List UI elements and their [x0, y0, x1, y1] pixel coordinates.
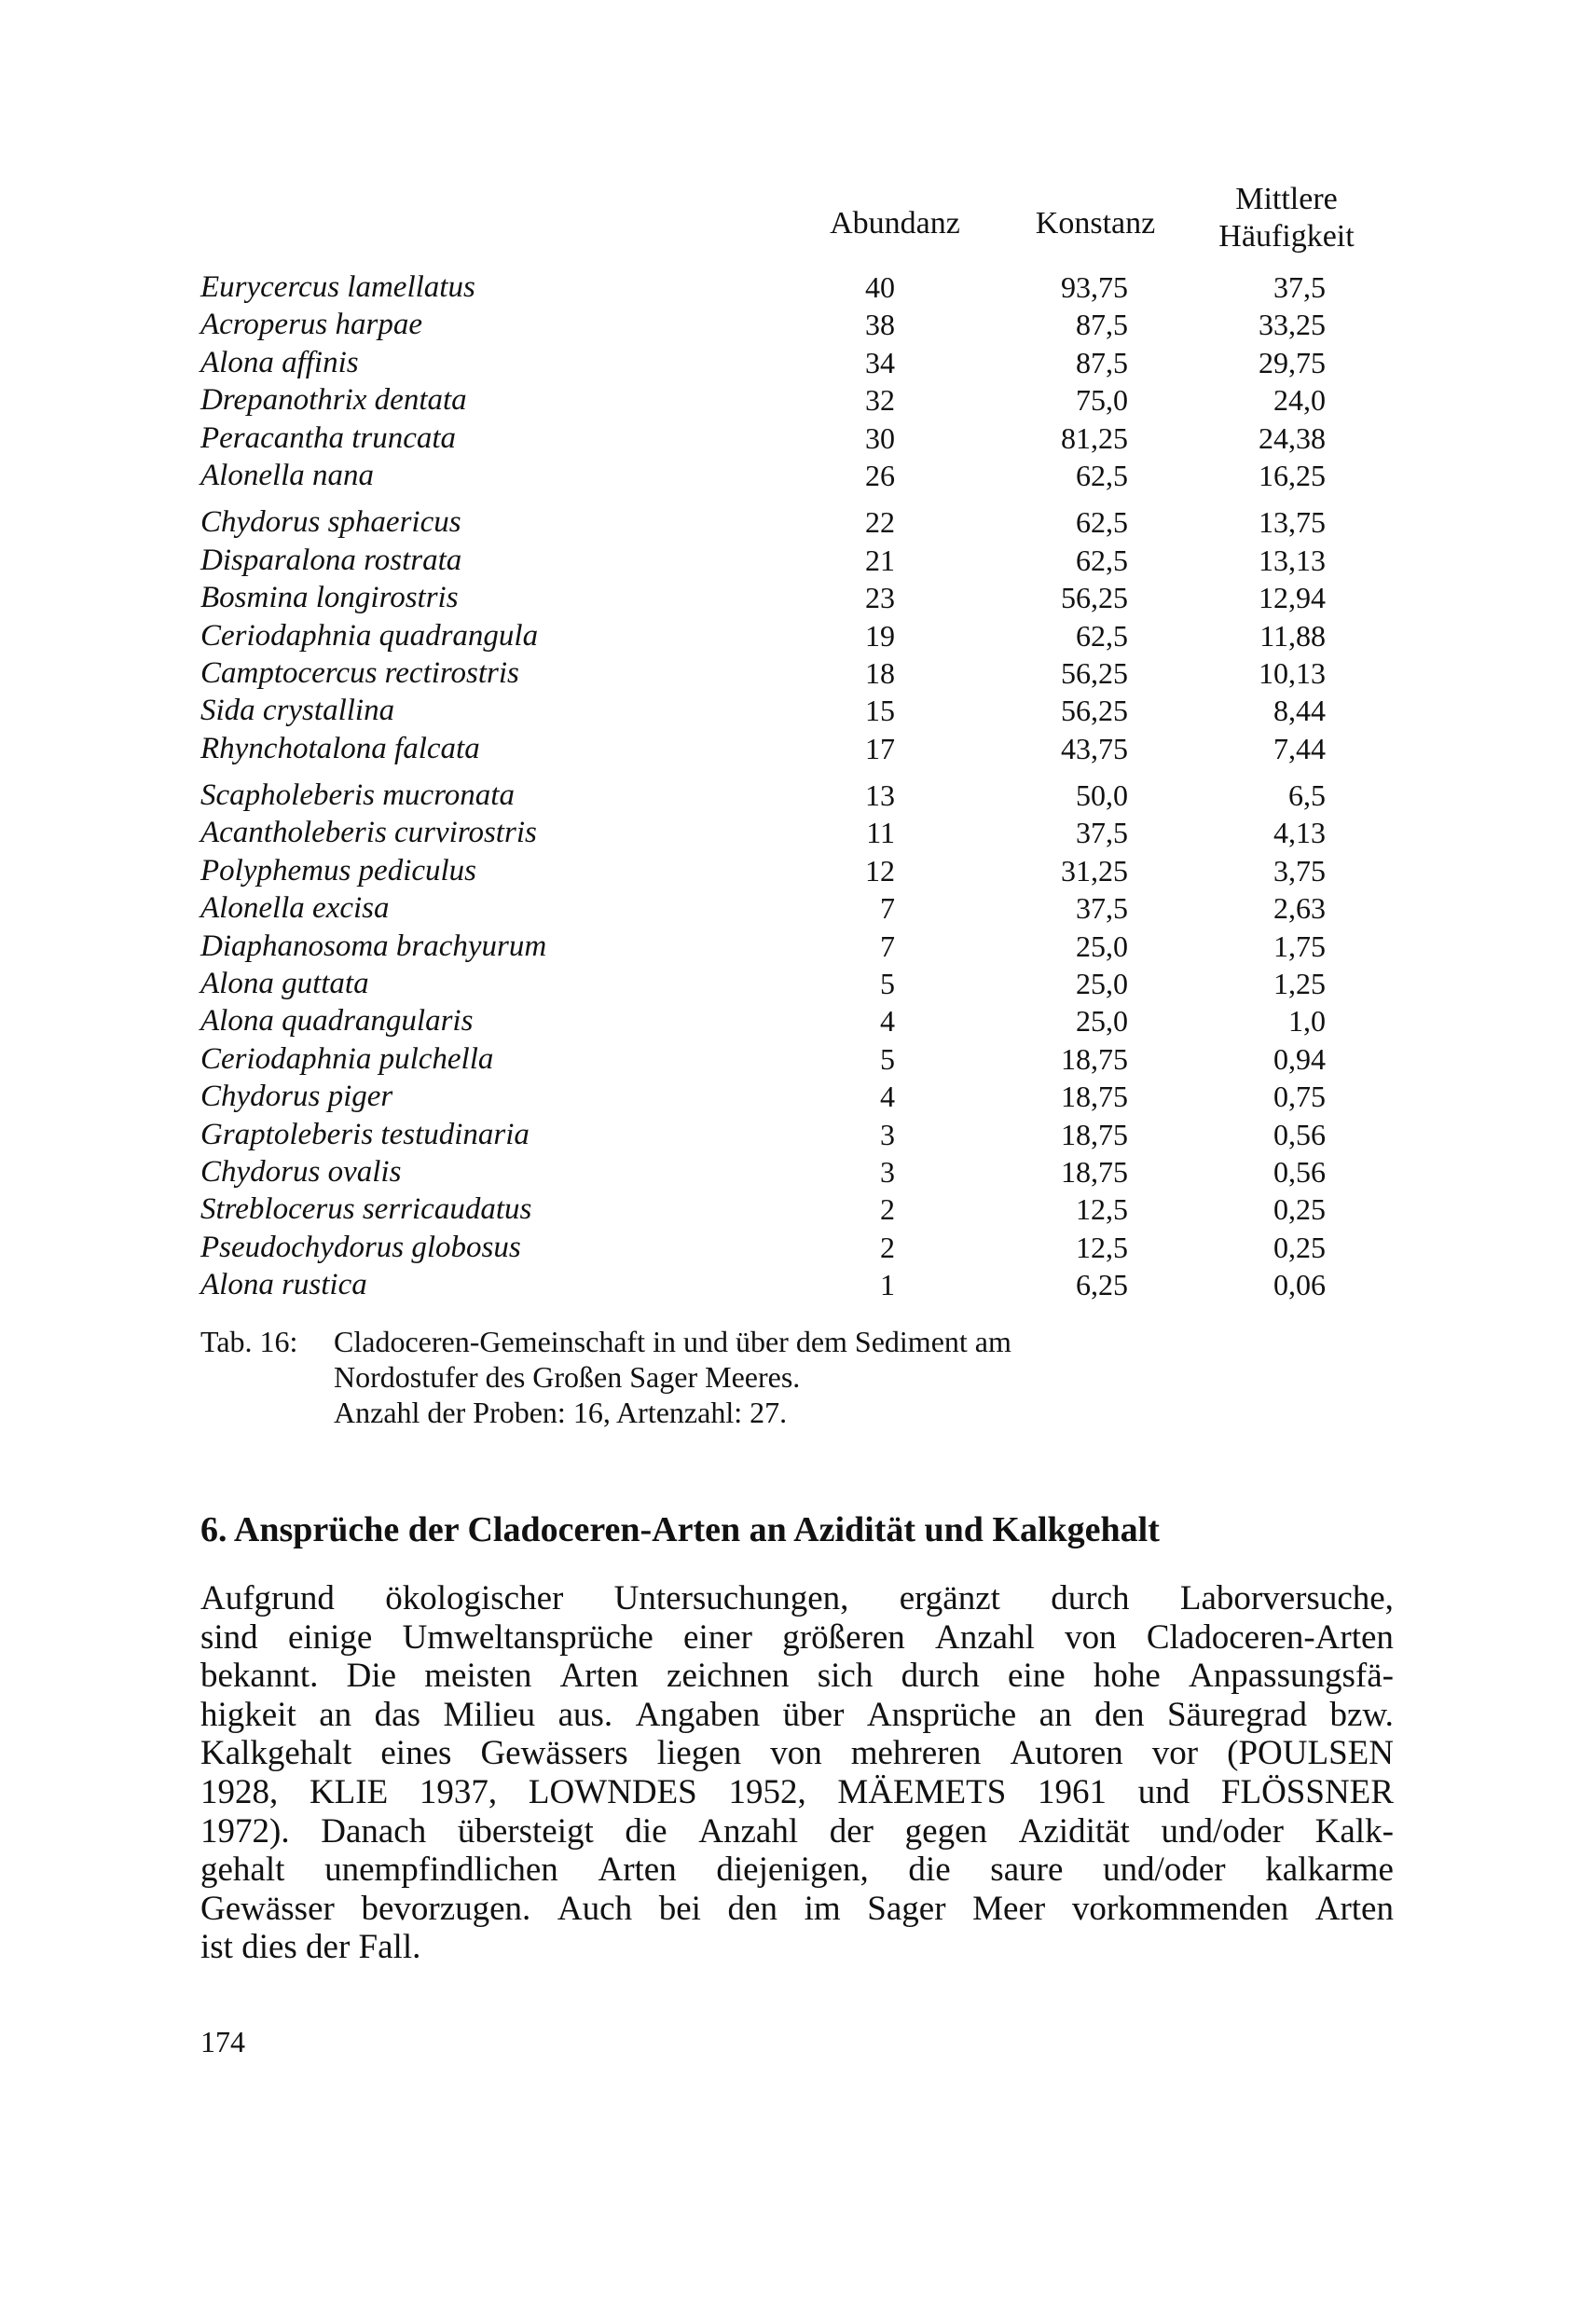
species-name: Peracantha truncata	[200, 420, 457, 455]
species-name: Acantholeberis curvirostris	[200, 816, 537, 850]
species-name: Chydorus piger	[200, 1080, 393, 1114]
abundanz-value: 3	[880, 1154, 895, 1189]
paragraph-line: Kalkgehalt eines Gewässers liegen von mehreren Autoren vor (POULSEN	[200, 1734, 1394, 1773]
table-body	[0, 268, 1596, 1304]
konstanz-value: 18,75	[1061, 1154, 1128, 1189]
abundanz-value: 40	[865, 270, 895, 304]
abundanz-value: 5	[880, 1041, 895, 1076]
table-row	[0, 457, 1596, 494]
paragraph-line: ist dies der Fall.	[200, 1928, 421, 1967]
konstanz-value: 62,5	[1076, 618, 1128, 653]
table-row	[0, 542, 1596, 579]
abundanz-value: 11	[866, 816, 895, 850]
konstanz-value: 87,5	[1076, 345, 1128, 379]
konstanz-value: 25,0	[1076, 1004, 1128, 1039]
page-number: 174	[200, 2025, 245, 2058]
mittlere-haeufigkeit-value: 37,5	[1273, 270, 1326, 304]
caption-line: Nordostufer des Großen Sager Meeres.	[334, 1360, 801, 1394]
table-row	[0, 852, 1596, 889]
table-row	[0, 889, 1596, 927]
mittlere-haeufigkeit-value: 29,75	[1259, 345, 1326, 379]
mittlere-haeufigkeit-value: 0,75	[1273, 1080, 1326, 1114]
mittlere-haeufigkeit-value: 0,94	[1273, 1041, 1326, 1076]
species-name: Sida crystallina	[200, 694, 395, 728]
table-row	[0, 928, 1596, 965]
caption-label: Tab. 16:	[200, 1325, 298, 1358]
header-abundanz: Abundanz	[830, 206, 960, 241]
table-row	[0, 1153, 1596, 1190]
species-name: Alona guttata	[200, 967, 369, 1001]
mittlere-haeufigkeit-value: 33,25	[1259, 308, 1326, 342]
abundanz-value: 22	[865, 505, 895, 540]
table-row	[0, 1002, 1596, 1039]
table-row	[0, 617, 1596, 654]
table-row	[0, 814, 1596, 851]
caption-line: Anzahl der Proben: 16, Artenzahl: 27.	[334, 1396, 788, 1429]
table-row	[0, 306, 1596, 343]
table-row	[0, 268, 1596, 306]
species-name: Diaphanosoma brachyurum	[200, 929, 547, 963]
konstanz-value: 25,0	[1076, 929, 1128, 963]
abundanz-value: 30	[865, 420, 895, 455]
abundanz-value: 21	[865, 543, 895, 577]
abundanz-value: 13	[865, 778, 895, 813]
abundanz-value: 19	[865, 618, 895, 653]
abundanz-value: 15	[865, 694, 895, 728]
mittlere-haeufigkeit-value: 0,56	[1273, 1154, 1326, 1189]
table-row	[0, 1078, 1596, 1115]
mittlere-haeufigkeit-value: 0,56	[1273, 1117, 1326, 1151]
konstanz-value: 12,5	[1076, 1192, 1128, 1227]
table-row	[0, 1229, 1596, 1266]
header-mittlere-haeufigkeit: Mittlere Häufigkeit	[1218, 182, 1355, 254]
table-header	[0, 177, 1596, 270]
paragraph-line: 1928, KLIE 1937, LOWNDES 1952, MÄEMETS 1961 und FLÖSSNER	[200, 1772, 1394, 1811]
konstanz-value: 12,5	[1076, 1230, 1128, 1264]
mittlere-haeufigkeit-value: 3,75	[1273, 853, 1326, 888]
abundanz-value: 2	[880, 1192, 895, 1227]
paragraph-line: higkeit an das Milieu aus. Angaben über Ansprüche an den Säuregrad bzw.	[200, 1695, 1394, 1734]
abundanz-value: 2	[880, 1230, 895, 1264]
abundanz-value: 7	[880, 891, 895, 926]
species-name: Alona affinis	[200, 345, 359, 379]
konstanz-value: 62,5	[1076, 458, 1128, 492]
table-row	[0, 730, 1596, 767]
abundanz-value: 17	[865, 731, 895, 765]
species-name: Acroperus harpae	[200, 308, 422, 342]
table-row	[0, 1190, 1596, 1228]
species-name: Scapholeberis mucronata	[200, 778, 515, 813]
species-name: Eurycercus lamellatus	[200, 270, 475, 304]
table-row	[0, 654, 1596, 692]
abundanz-value: 12	[865, 853, 895, 888]
species-name: Alonella nana	[200, 458, 375, 492]
table-row	[0, 965, 1596, 1002]
konstanz-value: 6,25	[1076, 1268, 1128, 1302]
mittlere-haeufigkeit-value: 7,44	[1273, 731, 1326, 765]
abundanz-value: 1	[880, 1268, 895, 1302]
mittlere-haeufigkeit-value: 13,75	[1259, 505, 1326, 540]
mittlere-haeufigkeit-value: 24,38	[1259, 420, 1326, 455]
konstanz-value: 75,0	[1076, 383, 1128, 418]
konstanz-value: 18,75	[1061, 1041, 1128, 1076]
table-row	[0, 503, 1596, 541]
table-row	[0, 1266, 1596, 1303]
mittlere-haeufigkeit-value: 6,5	[1288, 778, 1326, 813]
species-name: Ceriodaphnia pulchella	[200, 1041, 494, 1076]
mittlere-haeufigkeit-value: 0,06	[1273, 1268, 1326, 1302]
abundanz-value: 23	[865, 581, 895, 615]
paragraph-line: bekannt. Die meisten Arten zeichnen sich durch eine hohe Anpassungsfä-	[200, 1657, 1394, 1696]
abundanz-value: 38	[865, 308, 895, 342]
mittlere-haeufigkeit-value: 24,0	[1273, 383, 1326, 418]
konstanz-value: 37,5	[1076, 816, 1128, 850]
konstanz-value: 56,25	[1061, 581, 1128, 615]
mittlere-haeufigkeit-value: 1,75	[1273, 929, 1326, 963]
species-name: Chydorus ovalis	[200, 1154, 402, 1189]
konstanz-value: 31,25	[1061, 853, 1128, 888]
species-name: Alona quadrangularis	[200, 1004, 474, 1039]
konstanz-value: 50,0	[1076, 778, 1128, 813]
konstanz-value: 62,5	[1076, 505, 1128, 540]
mittlere-haeufigkeit-value: 2,63	[1273, 891, 1326, 926]
konstanz-value: 37,5	[1076, 891, 1128, 926]
mittlere-haeufigkeit-value: 13,13	[1259, 543, 1326, 577]
paragraph-line: Aufgrund ökologischer Untersuchungen, ergänzt durch Laborversuche,	[200, 1579, 1394, 1617]
table-row	[0, 1116, 1596, 1153]
abundanz-value: 7	[880, 929, 895, 963]
konstanz-value: 56,25	[1061, 694, 1128, 728]
caption-text	[334, 1324, 1011, 1430]
table-row	[0, 1040, 1596, 1078]
mittlere-haeufigkeit-value: 11,88	[1259, 618, 1326, 653]
mittlere-haeufigkeit-value: 12,94	[1259, 581, 1326, 615]
konstanz-value: 62,5	[1076, 543, 1128, 577]
species-name: Polyphemus pediculus	[200, 853, 477, 888]
species-name: Streblocerus serricaudatus	[200, 1192, 532, 1227]
table-row	[0, 777, 1596, 814]
species-name: Ceriodaphnia quadrangula	[200, 618, 539, 653]
table-row	[0, 420, 1596, 457]
mittlere-haeufigkeit-value: 0,25	[1273, 1230, 1326, 1264]
konstanz-value: 56,25	[1061, 655, 1128, 690]
caption-line: Cladoceren-Gemeinschaft in und über dem Sediment am	[334, 1325, 1011, 1358]
konstanz-value: 18,75	[1061, 1080, 1128, 1114]
table-row	[0, 381, 1596, 419]
species-name: Alonella excisa	[200, 891, 390, 926]
species-name: Drepanothrix dentata	[200, 383, 467, 418]
konstanz-value: 25,0	[1076, 967, 1128, 1001]
table-row	[0, 692, 1596, 729]
mittlere-haeufigkeit-value: 10,13	[1259, 655, 1326, 690]
abundanz-value: 26	[865, 458, 895, 492]
mittlere-haeufigkeit-value: 0,25	[1273, 1192, 1326, 1227]
paragraph-line: sind einige Umweltansprüche einer größeren Anzahl von Cladoceren-Arten	[200, 1617, 1394, 1657]
species-name: Graptoleberis testudinaria	[200, 1117, 530, 1151]
header-konstanz: Konstanz	[1035, 206, 1156, 241]
konstanz-value: 18,75	[1061, 1117, 1128, 1151]
species-name: Camptocercus rectirostris	[200, 655, 519, 690]
abundanz-value: 4	[880, 1080, 895, 1114]
table-row	[0, 579, 1596, 616]
mittlere-haeufigkeit-value: 1,0	[1288, 1004, 1326, 1039]
mittlere-haeufigkeit-value: 4,13	[1273, 816, 1326, 850]
abundanz-value: 18	[865, 655, 895, 690]
abundanz-value: 32	[865, 383, 895, 418]
table-row	[0, 344, 1596, 381]
species-name: Disparalona rostrata	[200, 543, 462, 577]
abundanz-value: 34	[865, 345, 895, 379]
species-name: Bosmina longirostris	[200, 581, 459, 615]
mittlere-haeufigkeit-value: 8,44	[1273, 694, 1326, 728]
paragraph-line: gehalt unempfindlichen Arten diejenigen, die saure und/oder kalkarme	[200, 1851, 1394, 1890]
paragraph-line: Gewässer bevorzugen. Auch bei den im Sager Meer vorkommenden Arten	[200, 1889, 1394, 1928]
section-heading: 6. Ansprüche der Cladoceren-Arten an Azidität und Kalkgehalt	[200, 1510, 1160, 1549]
species-name: Rhynchotalona falcata	[200, 731, 480, 765]
species-name: Alona rustica	[200, 1268, 367, 1302]
mittlere-haeufigkeit-value: 16,25	[1259, 458, 1326, 492]
abundanz-value: 5	[880, 967, 895, 1001]
konstanz-value: 87,5	[1076, 308, 1128, 342]
paragraph-line: 1972). Danach übersteigt die Anzahl der gegen Azidität und/oder Kalk-	[200, 1811, 1394, 1851]
species-name: Chydorus sphaericus	[200, 505, 461, 540]
abundanz-value: 4	[880, 1004, 895, 1039]
body-paragraph	[200, 1579, 1394, 1967]
konstanz-value: 81,25	[1061, 420, 1128, 455]
abundanz-value: 3	[880, 1117, 895, 1151]
mittlere-haeufigkeit-value: 1,25	[1273, 967, 1326, 1001]
konstanz-value: 93,75	[1061, 270, 1128, 304]
konstanz-value: 43,75	[1061, 731, 1128, 765]
species-name: Pseudochydorus globosus	[200, 1230, 521, 1264]
